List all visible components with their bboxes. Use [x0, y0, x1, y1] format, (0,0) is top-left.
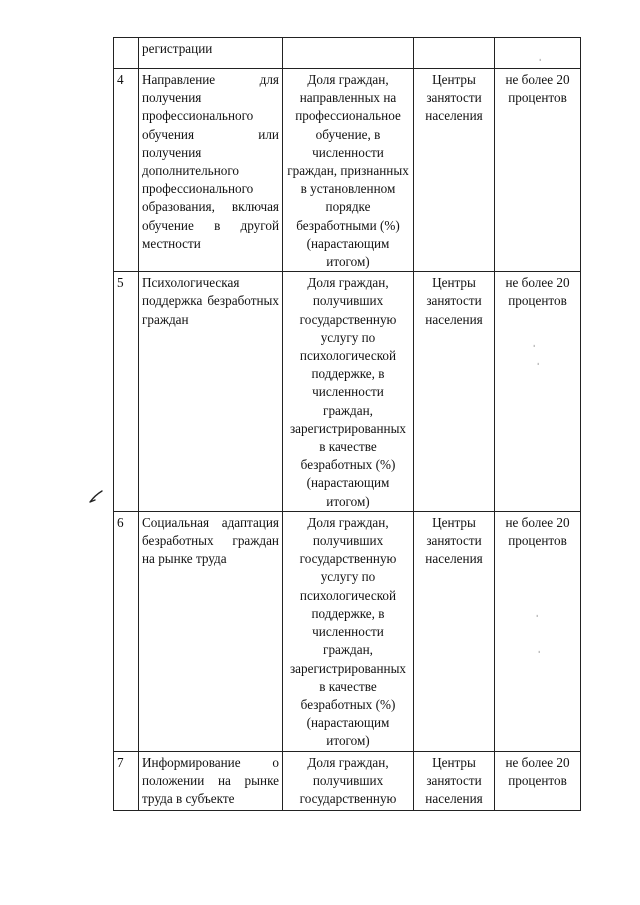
indicator-text: Доля граждан, получивших государственную [283, 751, 414, 810]
executor-text: Центры занятости населения [414, 272, 495, 512]
target-value: не более 20 процентов [495, 751, 581, 810]
cell-measure-name: регистрации [139, 38, 283, 69]
measure-name: Социальная адаптация безработных граждан на рынке труда [139, 511, 283, 751]
cell-num [114, 38, 139, 69]
target-value: не более 20 процентов [495, 511, 581, 751]
table-row [114, 511, 581, 751]
table-row [114, 69, 581, 272]
scan-speck: ˌ [536, 609, 539, 618]
row-number: 7 [114, 751, 139, 810]
scan-speck: ˌ [538, 645, 541, 654]
table-row [114, 272, 581, 512]
indicator-text: Доля граждан, направленных на профессиональное обучение, в численности граждан, признанных в установленном порядке безработными (%) (нарастающим итогом) [283, 69, 414, 272]
measure-name: Информирование о положении на рынке труда в субъекте [139, 751, 283, 810]
cell-executor [414, 38, 495, 69]
cell-value [495, 38, 581, 69]
table-row [114, 751, 581, 810]
pen-tick-mark-icon [88, 490, 104, 504]
target-value: не более 20 процентов [495, 272, 581, 512]
scan-speck: ˌ [539, 53, 542, 62]
indicator-text: Доля граждан, получивших государственную услугу по психологической поддержке, в численности граждан, зарегистрированных в качестве безработных (%) (нарастающим итогом) [283, 272, 414, 512]
indicator-text: Доля граждан, получивших государственную услугу по психологической поддержке, в численности граждан, зарегистрированных в качестве безработных (%) (нарастающим итогом) [283, 511, 414, 751]
target-value: не более 20 процентов [495, 69, 581, 272]
executor-text: Центры занятости населения [414, 69, 495, 272]
executor-text: Центры занятости населения [414, 751, 495, 810]
scan-speck: ˌ [533, 339, 536, 348]
scan-speck: ˌ [537, 357, 540, 366]
measure-name: Направление для получения профессионального обучения или получения дополнительного профессионального образования, включая обучение в другой местности [139, 69, 283, 272]
table-row-continuation [114, 38, 581, 69]
row-number: 5 [114, 272, 139, 512]
cell-indicator [283, 38, 414, 69]
row-number: 6 [114, 511, 139, 751]
row-number: 4 [114, 69, 139, 272]
measures-table [113, 37, 581, 811]
measure-name: Психологическая поддержка безработных граждан [139, 272, 283, 512]
executor-text: Центры занятости населения [414, 511, 495, 751]
